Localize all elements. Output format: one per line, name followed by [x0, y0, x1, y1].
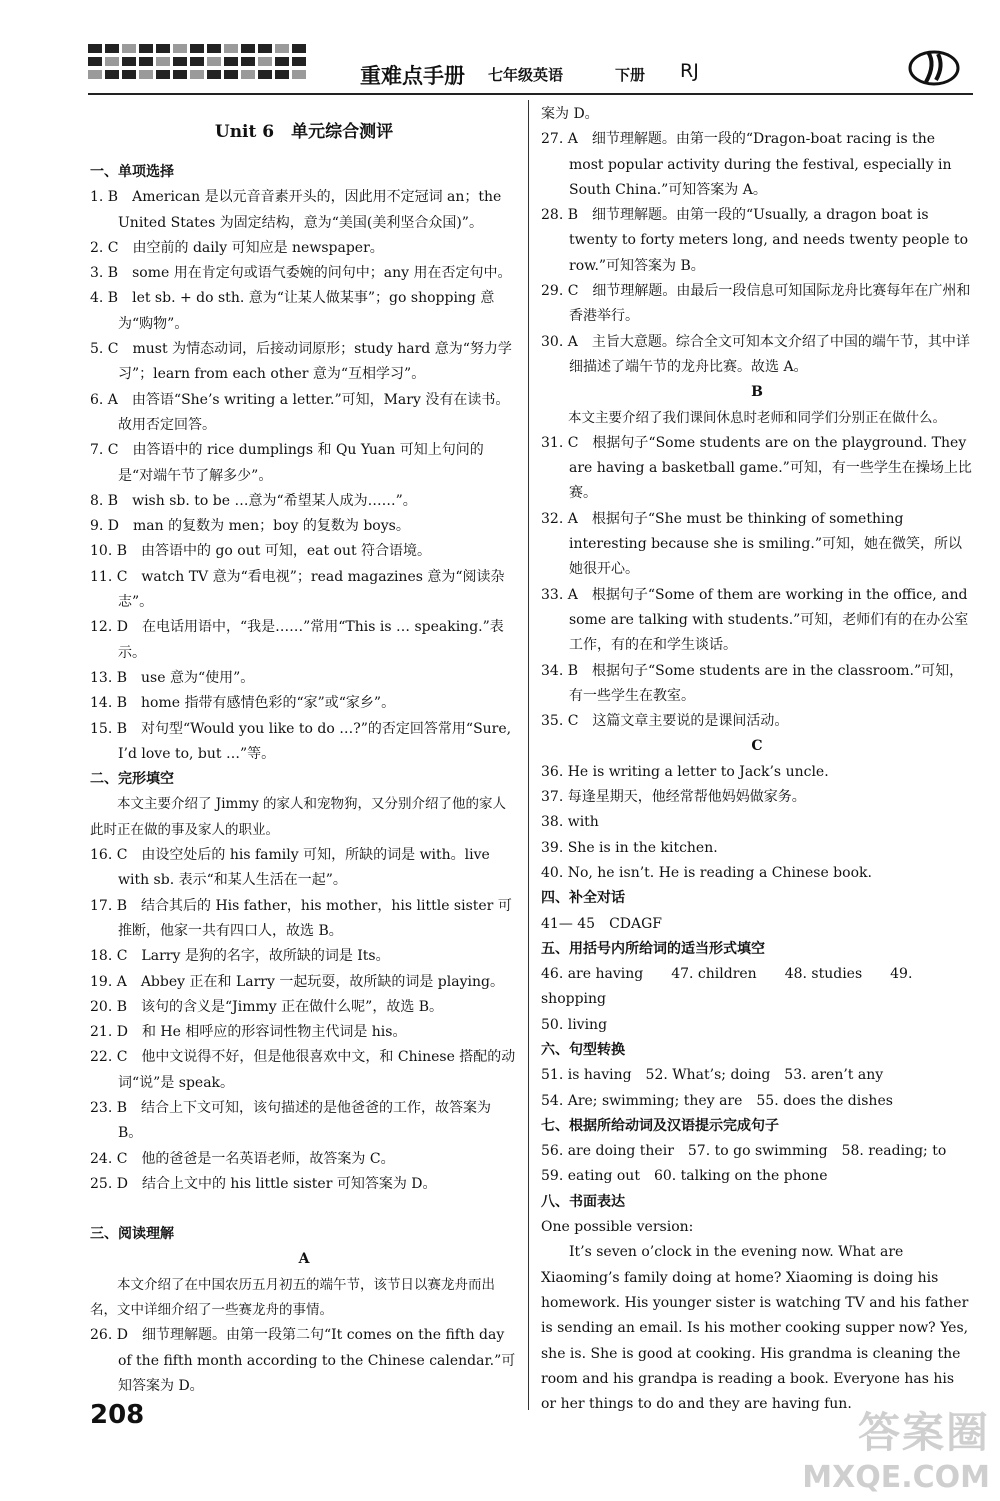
header-square [156, 44, 170, 53]
header-square [156, 70, 170, 79]
cloze-intro: 本文主要介绍了 Jimmy 的家人和宠物狗，又分别介绍了他的家人此时正在做的事及家人的职业。 [90, 796, 507, 838]
header-square [190, 44, 204, 53]
answer-item: 7. C 由答语中的 rice dumplings 和 Qu Yuan 可知上句问的是“对端午节了解多少”。 [90, 442, 484, 484]
answer-item: 27. A 细节理解题。由第一段的“Dragon-boat racing is the most popular activity during the festival, especially in South China.”可知答案为 A。 [541, 131, 952, 198]
header-square [275, 44, 289, 53]
answer-item: 4. B let sb. + do sth. 意为“让某人做某事”；go shopping 意为“购物”。 [90, 290, 495, 332]
reading-b-intro: 本文主要介绍了我们课间休息时老师和同学们分别正在做什么。 [568, 409, 946, 426]
answer-item: 19. A Abbey 正在和 Larry 一起玩耍，故所缺的词是 playing。 [90, 973, 504, 990]
header-square [207, 70, 221, 79]
section-heading-transform: 六、句型转换 [541, 1041, 625, 1058]
book-edition: RJ [680, 60, 699, 82]
answer-item: 34. B 根据句子“Some students are in the classroom.”可知，有一些学生在教室。 [541, 662, 964, 704]
header-square [105, 70, 119, 79]
essay-label: One possible version: [541, 1219, 694, 1236]
header-square [258, 44, 272, 53]
page-header [0, 0, 1000, 96]
header-square [275, 70, 289, 79]
reading-a-label: A [298, 1251, 310, 1268]
header-square [122, 44, 136, 53]
answer-item: 9. D man 的复数为 men；boy 的复数为 boys。 [90, 518, 410, 535]
answer-item: 3. B some 用在肯定句或语气委婉的问句中；any 用在否定句中。 [90, 265, 512, 282]
header-square [88, 57, 102, 66]
answer-line: 51. is having 52. What’s; doing 53. aren’t any [541, 1067, 884, 1084]
section-heading-dialogue: 四、补全对话 [541, 890, 625, 907]
reading-a-intro: 本文介绍了在中国农历五月初五的端午节，该节日以赛龙舟而出名，文中详细介绍了一些赛龙舟的事情。 [90, 1276, 495, 1319]
answer-item: 24. C 他的爸爸是一名英语老师，故答案为 C。 [90, 1150, 395, 1167]
essay-text: It’s seven o’clock in the evening now. What are Xiaoming’s family doing at home? Xiaoming is doing his homework. His younger sister is watching TV and his father is sending an email. Is his mother cooking supper now? Yes, she is. She is good at cooking. His grandma is cleaning the room and his grandpa is reading a book. Everyone has his or her things to do and they are having fun. [541, 1244, 969, 1413]
section-heading-complete: 七、根据所给动词及汉语提示完成句子 [541, 1117, 779, 1134]
header-square [258, 57, 272, 66]
page-number: 208 [90, 1400, 145, 1430]
header-square [156, 57, 170, 66]
header-square [105, 57, 119, 66]
book-subtitle: 七年级英语 [488, 66, 564, 84]
reading-b-answers [541, 431, 973, 735]
header-decoration [88, 44, 318, 84]
header-square [292, 44, 306, 53]
complete-sentence-answers [541, 1139, 973, 1190]
answer-item: 13. B use 意为“使用”。 [90, 669, 255, 686]
answer-item: 29. C 细节理解题。由最后一段信息可知国际龙舟比赛每年在广州和香港举行。 [541, 283, 971, 325]
header-square [275, 57, 289, 66]
header-square [190, 70, 204, 79]
header-square [122, 70, 136, 79]
book-volume: 下册 [615, 66, 646, 84]
answer-item: 22. C 他中文说得不好，但是他很喜欢中文，和 Chinese 搭配的动词“说”是 speak。 [90, 1049, 516, 1091]
answer-item: 31. C 根据句子“Some students are on the playground. They are having a basketball game.”可知，有一些学生在操场上比赛。 [541, 434, 972, 502]
answer-item: 12. D 在电话用语中，“我是……”常用“This is … speaking.”表示。 [90, 619, 504, 661]
header-square [207, 57, 221, 66]
answer-item: 18. C Larry 是狗的名字，故所缺的词是 Its。 [90, 948, 390, 965]
answer-item: 38. with [541, 814, 599, 831]
answer-item: 35. C 这篇文章主要说的是课间活动。 [541, 713, 789, 730]
header-square [224, 44, 238, 53]
answer-item: 20. B 该句的含义是“Jimmy 正在做什么呢”，故选 B。 [90, 998, 444, 1015]
header-square [139, 57, 153, 66]
header-square [88, 70, 102, 79]
header-square [224, 70, 238, 79]
answer-item: 30. A 主旨大意题。综合全文可知本文介绍了中国的端午节，其中详细描述了端午节的龙舟比赛。故选 A。 [541, 333, 970, 375]
answer-item: 23. B 结合上下文可知，该句描述的是他爸爸的工作，故答案为 B。 [90, 1099, 492, 1142]
left-column [90, 104, 518, 1399]
answer-line: 56. are doing their 57. to go swimming 58. reading; to [541, 1143, 947, 1160]
right-column [541, 102, 973, 1417]
header-square [207, 44, 221, 53]
section-heading-word-forms: 五、用括号内所给词的适当形式填空 [541, 940, 765, 957]
single-choice-answers [90, 185, 518, 767]
answer-line: 54. Are; swimming; they are 55. does the dishes [541, 1092, 893, 1109]
answer-item: 25. D 结合上文中的 his little sister 可知答案为 D。 [90, 1175, 437, 1192]
reading-b-label: B [751, 384, 763, 401]
answer-item: 39. She is in the kitchen. [541, 839, 718, 856]
answer-item: 40. No, he isn’t. He is reading a Chinese book. [541, 864, 872, 881]
answer-item: 14. B home 指带有感情色彩的“家”或“家乡”。 [90, 695, 396, 712]
dialogue-answers: 41— 45 CDAGF [541, 915, 663, 932]
header-square [173, 57, 187, 66]
header-square [292, 70, 306, 79]
header-rule [88, 93, 973, 95]
header-square [241, 44, 255, 53]
section-heading-single-choice: 一、单项选择 [90, 164, 174, 180]
answer-item: 10. B 由答语中的 go out 可知，eat out 符合语境。 [90, 543, 432, 560]
header-square [139, 44, 153, 53]
header-square [190, 57, 204, 66]
answer-item: 16. C 由设空处后的 his family 可知，所缺的词是 with。live with sb. 表示“和某人生活在一起”。 [90, 847, 490, 889]
answer-26: 26. D 细节理解题。由第一段第二句“It comes on the fifth day of the fifth month according to the Chinese calendar.”可知答案为 D。 [90, 1327, 516, 1394]
transform-answers [541, 1063, 973, 1114]
watermark-line1: 答案圈 [857, 1408, 990, 1457]
section-heading-writing: 八、书面表达 [541, 1193, 625, 1210]
header-square [241, 70, 255, 79]
answer-line: 46. are having 47. children 48. studies 49. shopping [541, 966, 913, 1008]
header-square [105, 44, 119, 53]
section-heading-reading: 三、阅读理解 [90, 1226, 174, 1243]
reading-a-answers [541, 127, 973, 380]
answer-26-continued: 案为 D。 [541, 106, 599, 122]
answer-line: 50. living [541, 1016, 608, 1033]
answer-item: 17. B 结合其后的 His father，his mother，his little sister 可推断，他家一共有四口人，故选 B。 [90, 897, 512, 939]
header-square [224, 57, 238, 66]
header-square [139, 70, 153, 79]
answer-item: 15. B 对句型“Would you like to do …?”的否定回答常用“Sure, I’d love to, but …”等。 [90, 720, 512, 762]
answer-line: 59. eating out 60. talking on the phone [541, 1168, 828, 1185]
answer-item: 28. B 细节理解题。由第一段的“Usually, a dragon boat is twenty to forty meters long, and needs twenty people to row.”可知答案为 B。 [541, 207, 969, 274]
reading-c-label: C [751, 738, 763, 755]
answer-item: 11. C watch TV 意为“看电视”；read magazines 意为“阅读杂志”。 [90, 568, 505, 611]
answer-item: 2. C 由空前的 daily 可知应是 newspaper。 [90, 239, 384, 256]
watermark [802, 1400, 990, 1495]
answer-item: 32. A 根据句子“She must be thinking of something interesting because she is smiling.”可知，她在微笑，所以她很开心。 [541, 510, 962, 578]
header-square [122, 57, 136, 66]
header-square [173, 70, 187, 79]
answer-item: 8. B wish sb. to be …意为“希望某人成为……”。 [90, 492, 417, 509]
section-heading-cloze: 二、完形填空 [90, 771, 174, 788]
answer-item: 33. A 根据句子“Some of them are working in the office, and some are talking with students.”可知，老师们有的在办公室工作，有的在和学生谈话。 [541, 586, 969, 654]
answer-item: 36. He is writing a letter to Jack’s uncle. [541, 763, 829, 780]
unit-title: Unit 6 单元综合测评 [214, 122, 394, 142]
word-form-answers [541, 962, 973, 1038]
header-square [292, 57, 306, 66]
watermark-line2: MXQE.COM [802, 1460, 990, 1495]
answer-item: 5. C must 为情态动词，后接动词原形；study hard 意为“努力学习”；learn from each other 意为“互相学习”。 [90, 341, 512, 383]
header-square [173, 44, 187, 53]
reading-c-answers [541, 760, 973, 886]
header-square [258, 70, 272, 79]
answer-item: 1. B American 是以元音音素开头的，因此用不定冠词 an；the United States 为固定结构，意为“美国(美利坚合众国)”。 [90, 189, 502, 231]
column-divider [528, 100, 529, 1410]
cloze-answers [90, 843, 518, 1197]
header-square [88, 44, 102, 53]
answer-item: 6. A 由答语“She’s writing a letter.”可知，Mary 没有在读书。故用否定回答。 [90, 391, 510, 433]
publisher-logo-icon [906, 44, 962, 88]
book-title: 重难点手册 [360, 64, 465, 88]
answer-item: 37. 每逢星期天，他经常帮他妈妈做家务。 [541, 789, 806, 806]
header-square [241, 57, 255, 66]
answer-item: 21. D 和 He 相呼应的形容词性物主代词是 his。 [90, 1024, 407, 1041]
